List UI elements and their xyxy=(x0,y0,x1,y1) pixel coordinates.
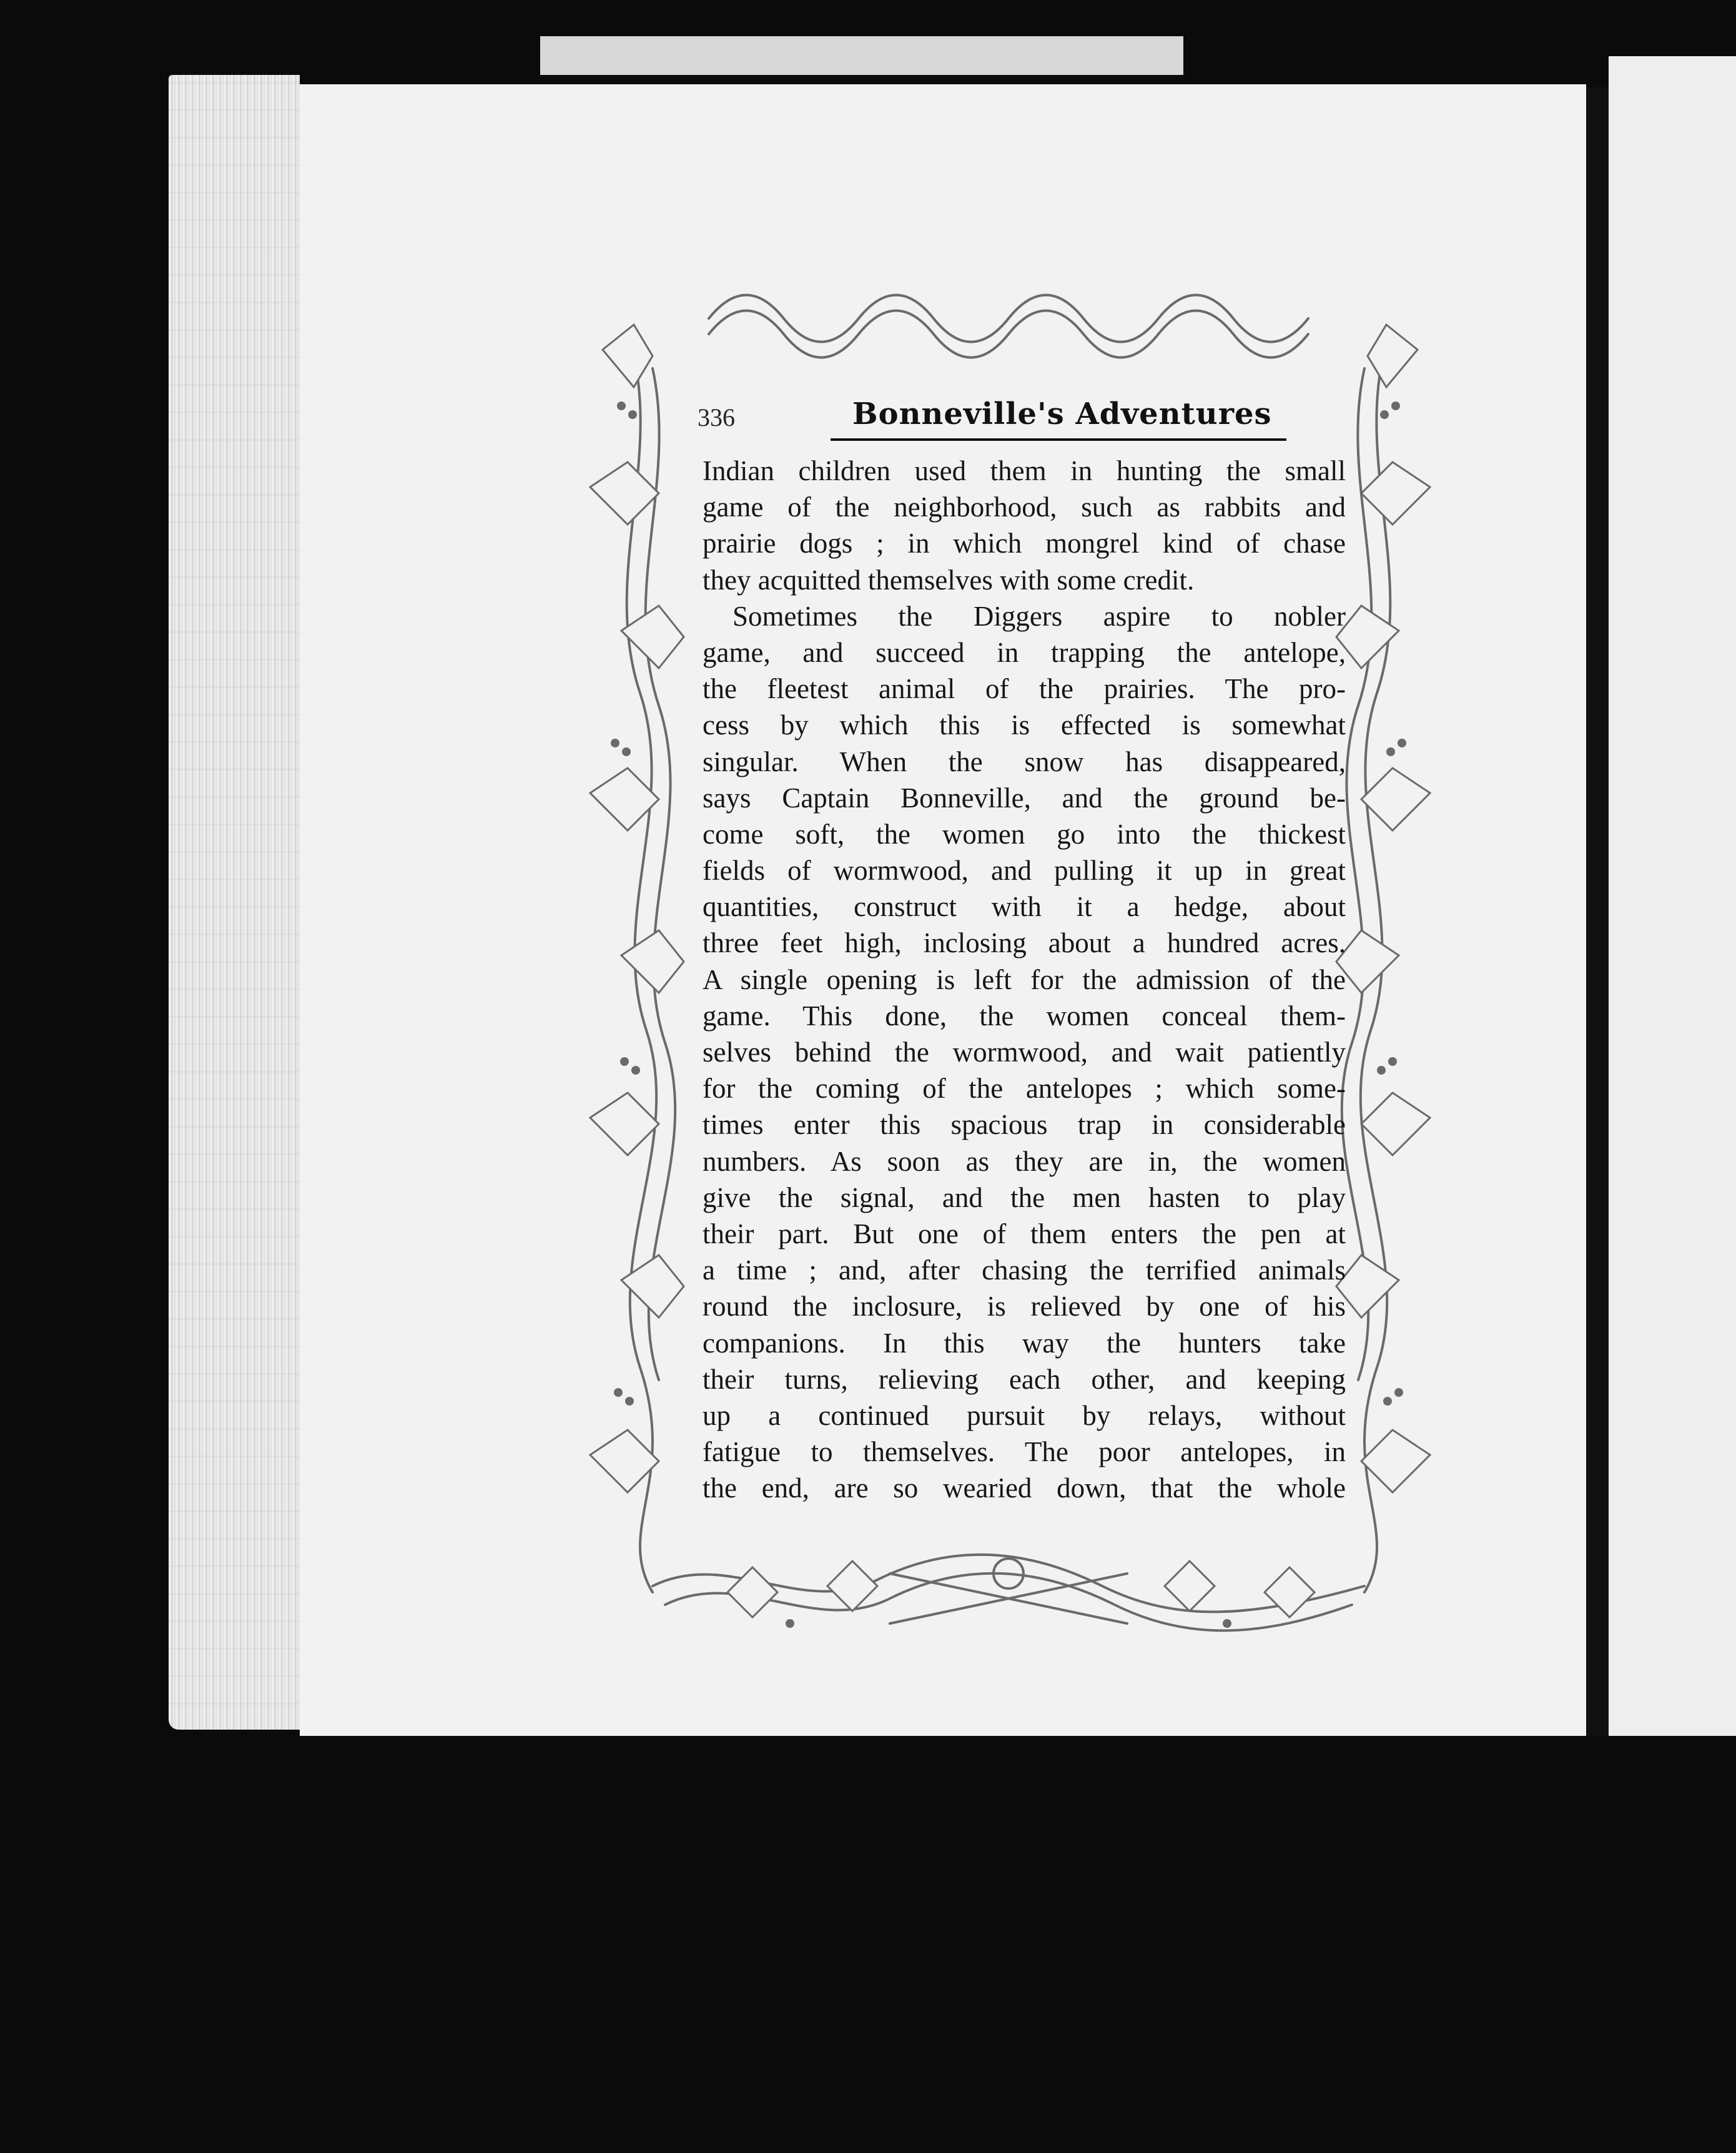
text-line: the fleetest animal of the prairies. The pro- xyxy=(703,673,1346,705)
body-text xyxy=(703,453,1346,1506)
text-line: says Captain Bonneville, and the ground be- xyxy=(703,782,1346,814)
text-line: their turns, relieving each other, and keeping xyxy=(703,1363,1346,1395)
text-line: the end, are so wearied down, that the whole xyxy=(703,1472,1346,1504)
text-line: prairie dogs ; in which mongrel kind of chase xyxy=(703,528,1346,559)
text-line: Indian children used them in hunting the small xyxy=(703,455,1346,486)
text-line: A single opening is left for the admission of the xyxy=(703,963,1346,995)
text-line: selves behind the wormwood, and wait patiently xyxy=(703,1037,1346,1068)
running-title: Bonneville's Adventures xyxy=(852,397,1272,431)
text-line: times enter this spacious trap in considerable xyxy=(703,1109,1346,1141)
text-line: singular. When the snow has disappeared, xyxy=(703,746,1346,777)
text-line: they acquitted themselves with some credit. xyxy=(703,564,1195,596)
spine-shadow xyxy=(1586,87,1609,1736)
page-stack-edges xyxy=(169,75,300,1730)
text-line: fatigue to themselves. The poor antelopes, in xyxy=(703,1436,1346,1468)
text-line: quantities, construct with it a hedge, about xyxy=(703,891,1346,923)
text-line: three feet high, inclosing about a hundred acres. xyxy=(703,927,1346,959)
text-line: game, and succeed in trapping the antelope, xyxy=(703,636,1346,668)
page-number: 336 xyxy=(698,403,735,431)
running-head xyxy=(698,390,1346,440)
text-line: companions. In this way the hunters take xyxy=(703,1327,1346,1359)
text-line: numbers. As soon as they are in, the women xyxy=(703,1145,1346,1177)
facing-page-edge xyxy=(1609,56,1736,1736)
scan-top-strip xyxy=(540,36,1183,75)
text-line: round the inclosure, is relieved by one of his xyxy=(703,1291,1346,1323)
text-line: up a continued pursuit by relays, without xyxy=(703,1399,1346,1431)
text-line: give the signal, and the men hasten to play xyxy=(703,1181,1346,1213)
running-head-rule xyxy=(831,438,1286,441)
text-line: cess by which this is effected is somewhat xyxy=(703,709,1346,741)
text-line: game of the neighborhood, such as rabbits and xyxy=(703,491,1346,523)
text-line: a time ; and, after chasing the terrified animals xyxy=(703,1254,1346,1286)
text-line: fields of wormwood, and pulling it up in great xyxy=(703,855,1346,887)
text-line: for the coming of the antelopes ; which some- xyxy=(703,1073,1346,1105)
text-line: Sometimes the Diggers aspire to nobler xyxy=(732,600,1346,632)
text-line: come soft, the women go into the thickest xyxy=(703,818,1346,850)
text-block xyxy=(698,390,1346,1506)
text-line: game. This done, the women conceal them- xyxy=(703,1000,1346,1032)
text-line: their part. But one of them enters the pen at xyxy=(703,1218,1346,1249)
